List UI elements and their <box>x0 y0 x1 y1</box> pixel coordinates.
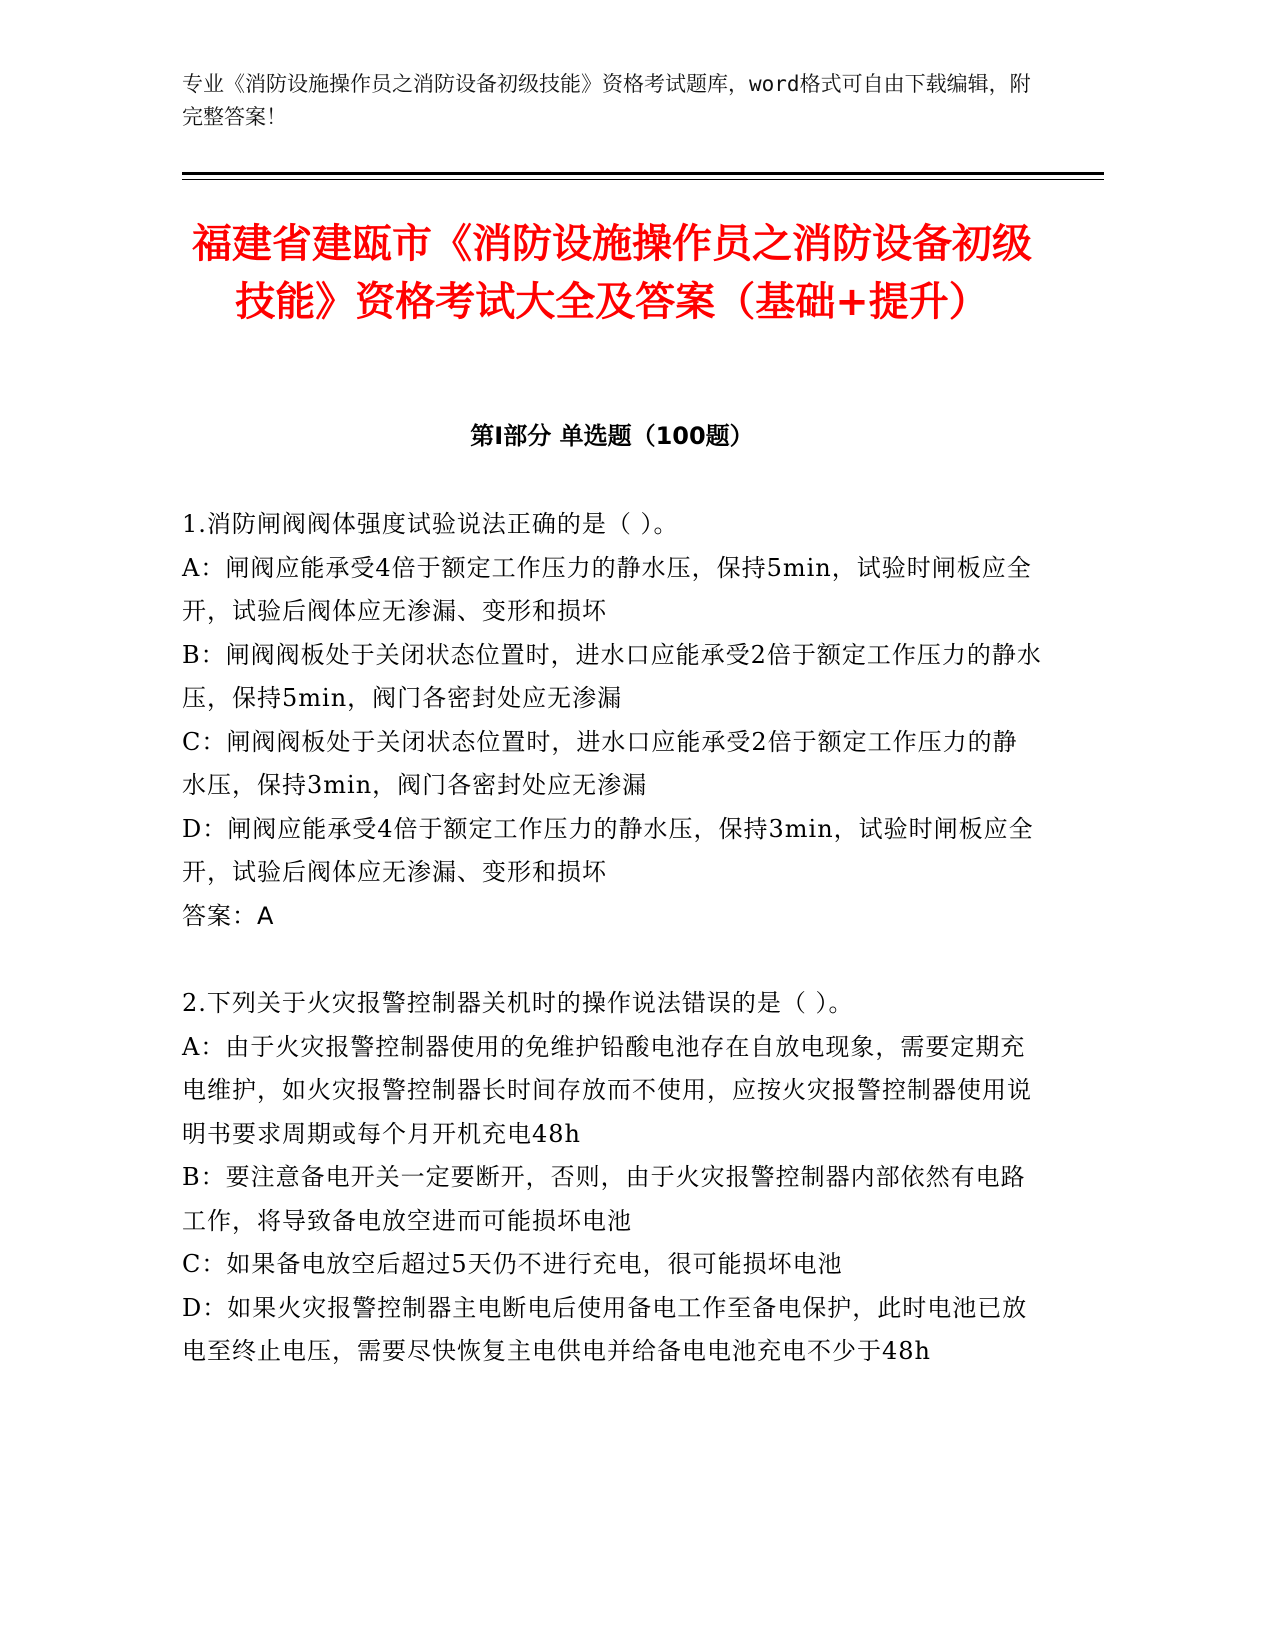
question-stem: 1.消防闸阀阀体强度试验说法正确的是（ ）。 <box>182 510 679 538</box>
section-heading: 第Ⅰ部分 单选题（100题） <box>470 422 754 450</box>
option-c: C：闸阀阀板处于关闭状态位置时，进水口应能承受2倍于额定工作压力的静水压，保持3min，阀门各密封处应无渗漏 <box>182 727 1018 799</box>
option-b: B：要注意备电开关一定要断开，否则，由于火灾报警控制器内部依然有电路工作，将导致备电放空进而可能损坏电池 <box>182 1163 1026 1235</box>
question-2 <box>182 982 1042 1374</box>
header-divider-thick <box>182 172 1104 175</box>
option-a: A：由于火灾报警控制器使用的免维护铅酸电池存在自放电现象，需要定期充电维护，如火灾报警控制器长时间存放而不使用，应按火灾报警控制器使用说明书要求周期或每个月开机充电48h <box>182 1032 1032 1148</box>
answer: 答案：A <box>182 901 275 930</box>
question-1 <box>182 503 1042 938</box>
page-header: 专业《消防设施操作员之消防设备初级技能》资格考试题库，word格式可自由下载编辑，附完整答案！ <box>182 72 1031 129</box>
document-title: 福建省建瓯市《消防设施操作员之消防设备初级技能》资格考试大全及答案（基础+提升） <box>192 221 1032 325</box>
option-a: A：闸阀应能承受4倍于额定工作压力的静水压，保持5min，试验时闸板应全开，试验后阀体应无渗漏、变形和损坏 <box>182 553 1032 625</box>
option-b: B：闸阀阀板处于关闭状态位置时，进水口应能承受2倍于额定工作压力的静水压，保持5min，阀门各密封处应无渗漏 <box>182 640 1042 712</box>
header-divider-thin <box>182 179 1104 180</box>
option-c: C：如果备电放空后超过5天仍不进行充电，很可能损坏电池 <box>182 1250 843 1278</box>
option-d: D：闸阀应能承受4倍于额定工作压力的静水压，保持3min，试验时闸板应全开，试验后阀体应无渗漏、变形和损坏 <box>182 814 1034 886</box>
question-stem: 2.下列关于火灾报警控制器关机时的操作说法错误的是（ ）。 <box>182 989 854 1017</box>
option-d: D：如果火灾报警控制器主电断电后使用备电工作至备电保护，此时电池已放电至终止电压，需要尽快恢复主电供电并给备电电池充电不少于48h <box>182 1293 1028 1365</box>
